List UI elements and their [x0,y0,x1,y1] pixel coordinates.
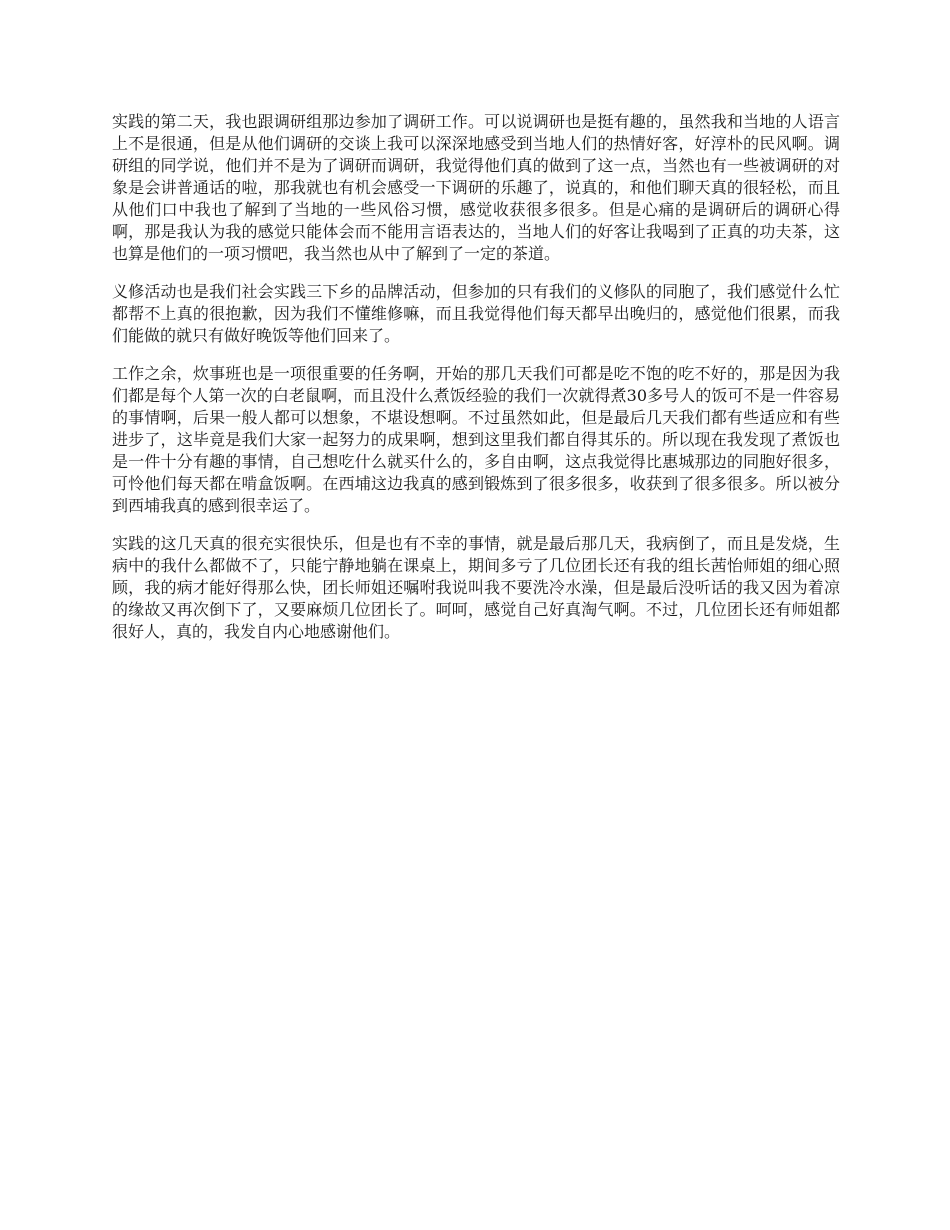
document-page [112,111,840,659]
paragraph-1: 实践的第二天，我也跟调研组那边参加了调研工作。可以说调研也是挺有趣的，虽然我和当地的人语言上不是很通，但是从他们调研的交谈上我可以深深地感受到当地人们的热情好客，好淳朴的民风啊。调研组的同学说，他们并不是为了调研而调研，我觉得他们真的做到了这一点，当然也有一些被调研的对象是会讲普通话的啦，那我就也有机会感受一下调研的乐趣了，说真的，和他们聊天真的很轻松，而且从他们口中我也了解到了当地的一些风俗习惯，感觉收获很多很多。但是心痛的是调研后的调研心得啊，那是我认为我的感觉只能体会而不能用言语表达的，当地人们的好客让我喝到了正真的功夫茶，这也算是他们的一项习惯吧，我当然也从中了解到了一定的茶道。 [112,112,840,263]
paragraph-4: 实践的这几天真的很充实很快乐，但是也有不幸的事情，就是最后那几天，我病倒了，而且是发烧，生病中的我什么都做不了，只能宁静地躺在课桌上，期间多亏了几位团长还有我的组长茜怡师姐的细心照顾，我的病才能好得那么快，团长师姐还嘱咐我说叫我不要洗冷水澡，但是最后没听话的我又因为着凉的缘故又再次倒下了，又要麻烦几位团长了。呵呵，感觉自己好真淘气啊。不过，几位团长还有师姐都很好人，真的，我发自内心地感谢他们。 [112,534,840,641]
paragraph-2: 义修活动也是我们社会实践三下乡的品牌活动，但参加的只有我们的义修队的同胞了，我们感觉什么忙都帮不上真的很抱歉，因为我们不懂维修嘛，而且我觉得他们每天都早出晚归的，感觉他们很累，而我们能做的就只有做好晚饭等他们回来了。 [112,282,840,345]
paragraph-3: 工作之余，炊事班也是一项很重要的任务啊，开始的那几天我们可都是吃不饱的吃不好的，那是因为我们都是每个人第一次的白老鼠啊，而且没什么煮饭经验的我们一次就得煮30多号人的饭可不是一件容易的事情啊，后果一般人都可以想象，不堪设想啊。不过虽然如此，但是最后几天我们都有些适应和有些进步了，这毕竟是我们大家一起努力的成果啊，想到这里我们都自得其乐的。所以现在我发现了煮饭也是一件十分有趣的事情，自己想吃什么就买什么的，多自由啊，这点我觉得比惠城那边的同胞好很多，可怜他们每天都在啃盒饭啊。在西埔这边我真的感到锻炼到了很多很多，收获到了很多很多。所以被分到西埔我真的感到很幸运了。 [112,364,840,515]
